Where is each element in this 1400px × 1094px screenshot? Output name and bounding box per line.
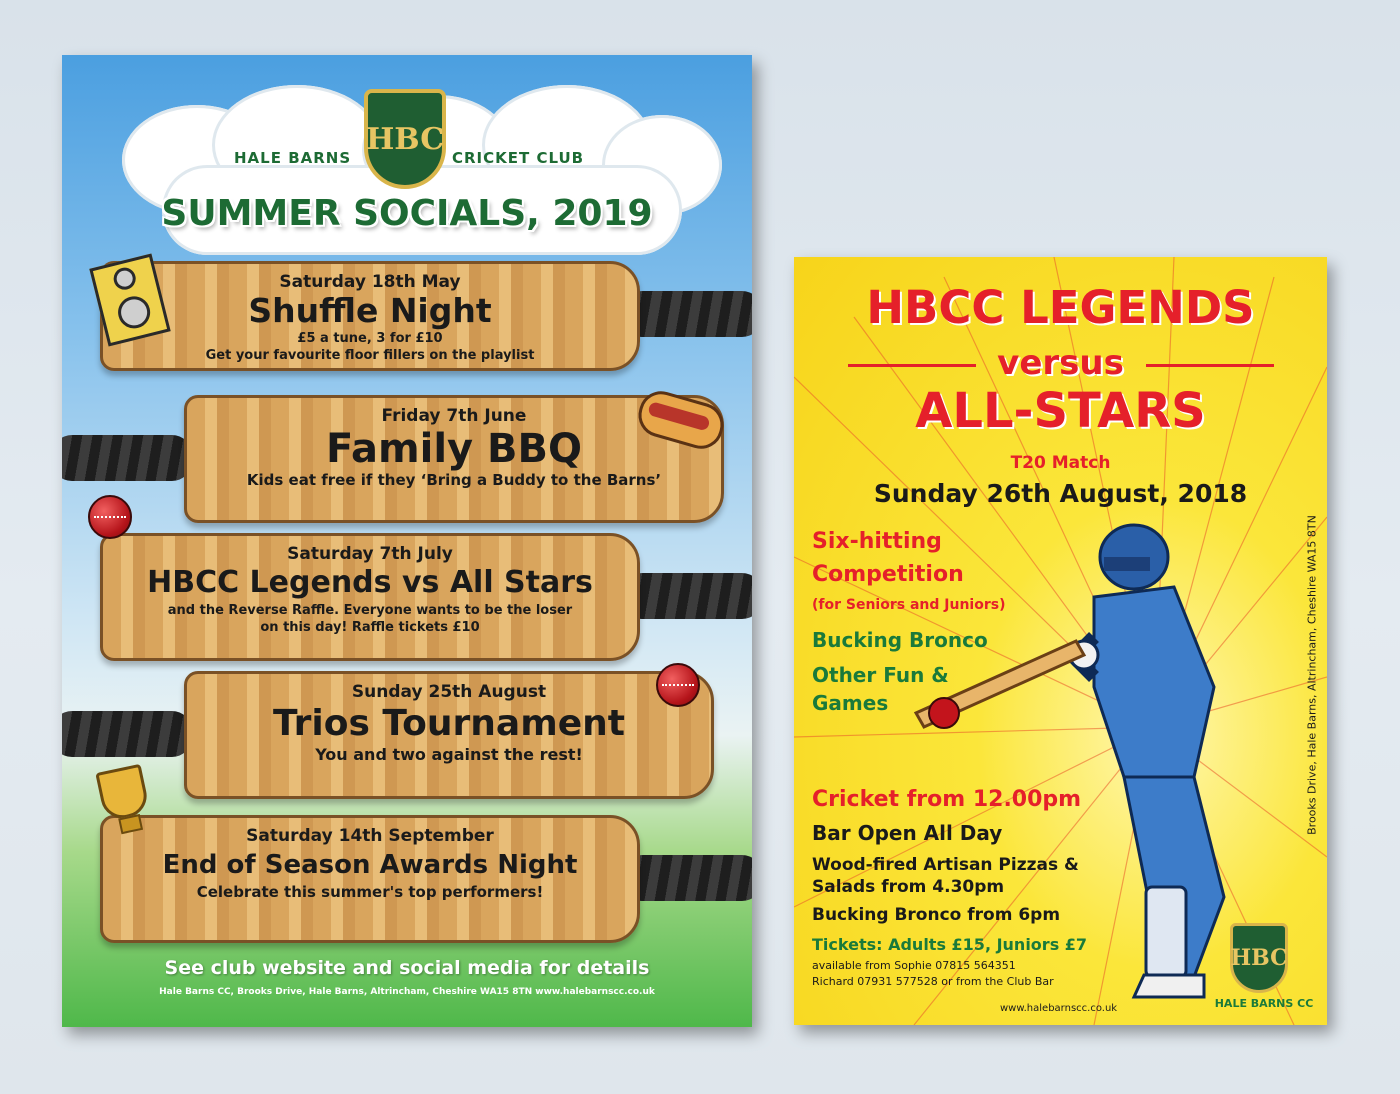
- other-fun-line1: Other Fun &: [812, 663, 949, 687]
- event-desc: Kids eat free if they ‘Bring a Buddy to the Barns’: [246, 471, 662, 489]
- club-crest-logo: [1230, 923, 1288, 993]
- pizza-line2: Salads from 4.30pm: [812, 877, 1005, 897]
- poster-footer: See club website and social media for details: [164, 957, 650, 979]
- crest-monogram: HBC: [1230, 945, 1288, 971]
- club-crest-logo: [364, 89, 446, 189]
- event-desc: and the Reverse Raffle. Everyone wants to be the loser: [167, 603, 573, 618]
- match-date: Sunday 26th August, 2018: [873, 479, 1248, 508]
- six-hitting-line2: Competition: [812, 562, 964, 587]
- bat-handle: [62, 711, 192, 757]
- event-desc: Celebrate this summer's top performers!: [196, 883, 544, 901]
- batsman-illustration: [916, 525, 1224, 997]
- tickets-note-2: Richard 07931 577528 or from the Club Bar: [812, 975, 1054, 988]
- pizza-line1: Wood-fired Artisan Pizzas &: [812, 855, 1079, 875]
- event-desc: Get your favourite floor fillers on the playlist: [205, 348, 535, 363]
- tickets-price: Tickets: Adults £15, Juniors £7: [812, 935, 1088, 954]
- cricket-ball-icon: [656, 663, 700, 707]
- event-name: Family BBQ: [325, 426, 583, 472]
- bat-handle: [62, 435, 192, 481]
- trophy-icon: [95, 764, 150, 822]
- match-type: T20 Match: [1010, 453, 1111, 473]
- six-hitting-note: (for Seniors and Juniors): [812, 597, 1006, 613]
- event-name: Shuffle Night: [248, 291, 492, 330]
- poster2-title: HBCC LEGENDS: [866, 281, 1255, 334]
- allstars-title: ALL-STARS: [915, 383, 1206, 439]
- legends-match-poster: [794, 257, 1327, 1025]
- event-date: Saturday 7th July: [287, 544, 453, 564]
- bat-blade: [100, 261, 640, 371]
- bat-handle: [622, 291, 752, 337]
- event-name: HBCC Legends vs All Stars: [147, 565, 593, 600]
- tickets-note-1: available from Sophie 07815 564351: [812, 959, 1016, 972]
- other-fun-line2: Games: [812, 691, 889, 715]
- summer-socials-poster: [62, 55, 752, 1027]
- bat-blade: [100, 815, 640, 943]
- event-bat-5: [62, 815, 752, 943]
- event-desc: on this day! Raffle tickets £10: [260, 620, 480, 635]
- bucking-bronco: Bucking Bronco: [812, 628, 988, 652]
- versus-label: versus: [997, 343, 1124, 383]
- side-address: Brooks Drive, Hale Barns, Altrincham, Cheshire WA15 8TN: [1305, 515, 1319, 835]
- event-desc: You and two against the rest!: [315, 745, 583, 764]
- event-date: Saturday 14th September: [246, 826, 494, 846]
- event-name: End of Season Awards Night: [162, 850, 578, 880]
- event-date: Sunday 25th August: [351, 682, 547, 702]
- club-name-left: HALE BARNS: [234, 149, 352, 167]
- club-name: HALE BARNS CC: [1214, 997, 1314, 1010]
- website: www.halebarnscc.co.uk: [1000, 1003, 1118, 1014]
- event-bat-4: [62, 671, 752, 799]
- event-desc: £5 a tune, 3 for £10: [297, 331, 443, 346]
- club-name-right: CRICKET CLUB: [452, 149, 585, 167]
- bat-blade: [184, 671, 714, 799]
- poster-address: Hale Barns CC, Brooks Drive, Hale Barns, Altrincham, Cheshire WA15 8TN www.halebarnscc.co.uk: [159, 987, 655, 997]
- poster-title: SUMMER SOCIALS, 2019: [161, 193, 653, 234]
- cricket-ball-icon: [88, 495, 132, 539]
- bat-handle: [622, 855, 752, 901]
- event-bat-3: [62, 533, 752, 661]
- six-hitting-line1: Six-hitting: [812, 529, 942, 554]
- bronco-time: Bucking Bronco from 6pm: [812, 905, 1061, 925]
- bat-handle: [622, 573, 752, 619]
- cricket-time: Cricket from 12.00pm: [812, 787, 1082, 812]
- versus-row: [794, 343, 1327, 383]
- event-date: Saturday 18th May: [279, 272, 461, 292]
- bat-blade: [100, 533, 640, 661]
- event-name: Trios Tournament: [273, 703, 625, 744]
- event-date: Friday 7th June: [381, 406, 527, 426]
- bar-open: Bar Open All Day: [812, 821, 1003, 845]
- crest-monogram: HBC: [365, 121, 445, 157]
